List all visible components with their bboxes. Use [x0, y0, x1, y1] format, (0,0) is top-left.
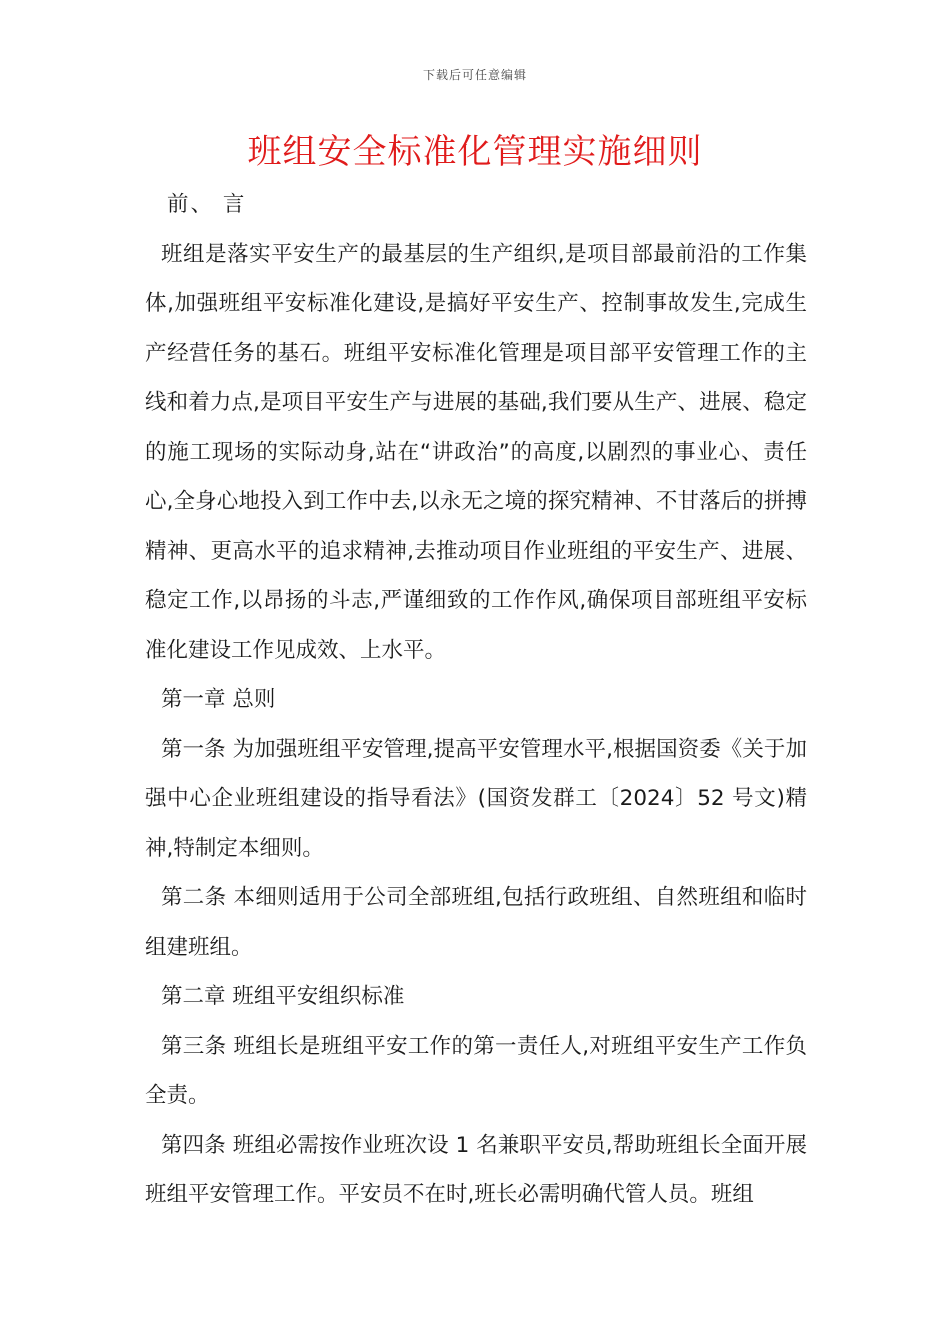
chapter-2-heading: 第二章 班组平安组织标准: [161, 984, 405, 1009]
article-3: 第三条 班组长是班组平安工作的第一责任人,对班组平安生产工作负全责。: [145, 1033, 807, 1108]
document-body: [145, 180, 807, 1220]
page-header-note: 下载后可任意编辑: [422, 68, 527, 82]
article-2: 第二条 本细则适用于公司全部班组,包括行政班组、自然班组和临时组建班组。: [145, 885, 807, 960]
document-title: 班组安全标准化管理实施细则: [247, 132, 703, 172]
chapter-1-heading: 第一章 总则: [161, 687, 276, 712]
preface-paragraph: 班组是落实平安生产的最基层的生产组织,是项目部最前沿的工作集体,加强班组平安标准化建设,是搞好平安生产、控制事故发生,完成生产经营任务的基石。班组平安标准化管理是项目部平安管理工作的主线和着力点,是项目平安生产与进展的基础,我们要从生产、进展、稳定的施工现场的实际动身,站在“讲政治”的高度,以剧烈的事业心、责任心,全身心地投入到工作中去,以永无之境的探究精神、不甘落后的拼搏精神、更高水平的追求精神,去推动项目作业班组的平安生产、进展、稳定工作,以昂扬的斗志,严谨细致的工作作风,确保项目部班组平安标准化建设工作见成效、上水平。: [145, 241, 807, 663]
preface-heading: 前、 言: [167, 192, 247, 217]
article-1: 第一条 为加强班组平安管理,提高平安管理水平,根据国资委《关于加强中心企业班组建设的指导看法》(国资发群工〔2024〕52 号文)精神,特制定本细则。: [145, 736, 807, 861]
article-4: 第四条 班组必需按作业班次设 1 名兼职平安员,帮助班组长全面开展班组平安管理工作。平安员不在时,班长必需明确代管人员。班组: [145, 1132, 807, 1207]
